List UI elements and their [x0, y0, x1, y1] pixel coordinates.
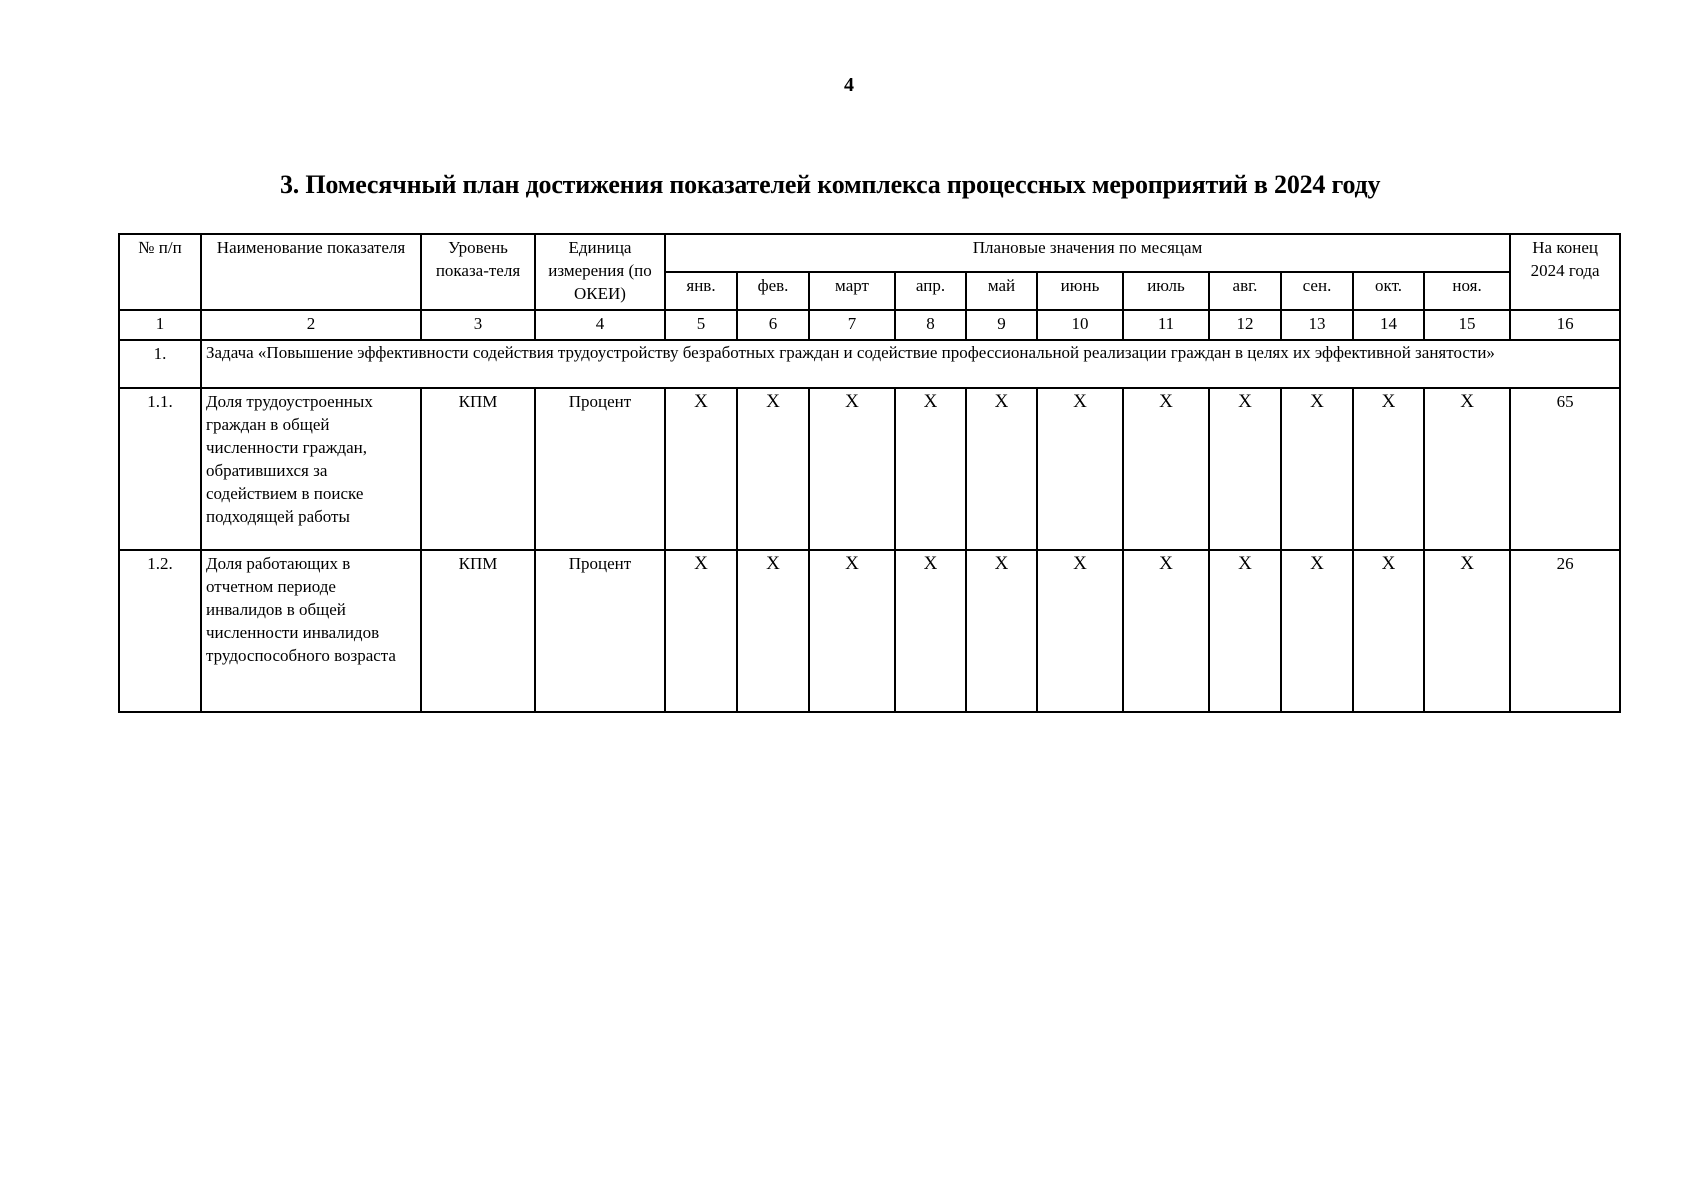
month-header: сен. — [1281, 272, 1353, 310]
month-value: X — [1353, 388, 1424, 550]
month-value: X — [1123, 388, 1209, 550]
column-number: 11 — [1123, 310, 1209, 340]
month-value: X — [895, 550, 966, 712]
column-number: 6 — [737, 310, 809, 340]
month-value: X — [895, 388, 966, 550]
month-value: X — [737, 388, 809, 550]
task-number: 1. — [119, 340, 201, 388]
indicator-name: Доля работающих в отчетном периоде инвалидов в общей численности инвалидов трудоспособного возраста — [201, 550, 421, 712]
column-number: 9 — [966, 310, 1037, 340]
table-row — [119, 388, 1620, 550]
column-number: 5 — [665, 310, 737, 340]
column-number: 4 — [535, 310, 665, 340]
month-value: X — [1123, 550, 1209, 712]
indicator-level: КПМ — [421, 550, 535, 712]
month-value: X — [1281, 550, 1353, 712]
month-value: X — [665, 388, 737, 550]
header-num: № п/п — [119, 234, 201, 310]
month-header: апр. — [895, 272, 966, 310]
column-number: 12 — [1209, 310, 1281, 340]
column-number: 8 — [895, 310, 966, 340]
month-value: X — [966, 550, 1037, 712]
month-value: X — [1424, 388, 1510, 550]
document-title: 3. Помесячный план достижения показателей комплекса процессных мероприятий в 2024 году — [280, 170, 1381, 199]
month-value: X — [1209, 550, 1281, 712]
month-header: фев. — [737, 272, 809, 310]
month-header: июнь — [1037, 272, 1123, 310]
column-number: 10 — [1037, 310, 1123, 340]
header-name: Наименование показателя — [201, 234, 421, 310]
month-header: янв. — [665, 272, 737, 310]
column-number: 2 — [201, 310, 421, 340]
indicator-unit: Процент — [535, 550, 665, 712]
monthly-plan-table — [118, 233, 1621, 713]
header-row — [119, 234, 1620, 272]
row-number: 1.1. — [119, 388, 201, 550]
month-header: март — [809, 272, 895, 310]
column-number: 1 — [119, 310, 201, 340]
month-header: авг. — [1209, 272, 1281, 310]
month-value: X — [809, 550, 895, 712]
month-value: X — [1037, 550, 1123, 712]
month-value: X — [1424, 550, 1510, 712]
year-end-value: 65 — [1510, 388, 1620, 550]
indicator-unit: Процент — [535, 388, 665, 550]
header-level: Уровень показа-теля — [421, 234, 535, 310]
header-year-end: На конец 2024 года — [1510, 234, 1620, 310]
month-value: X — [1209, 388, 1281, 550]
month-value: X — [665, 550, 737, 712]
month-header: ноя. — [1424, 272, 1510, 310]
indicator-name: Доля трудоустроенных граждан в общей численности граждан, обратившихся за содействием в поиске подходящей работы — [201, 388, 421, 550]
year-end-value: 26 — [1510, 550, 1620, 712]
month-value: X — [966, 388, 1037, 550]
column-number-row — [119, 310, 1620, 340]
month-value: X — [1037, 388, 1123, 550]
month-value: X — [1281, 388, 1353, 550]
month-value: X — [1353, 550, 1424, 712]
page-number: 4 — [844, 74, 854, 96]
column-number: 16 — [1510, 310, 1620, 340]
month-header: май — [966, 272, 1037, 310]
indicator-level: КПМ — [421, 388, 535, 550]
task-text: Задача «Повышение эффективности содействия трудоустройству безработных граждан и содействие профессиональной реализации граждан в целях их эффективной занятости» — [201, 340, 1620, 388]
column-number: 3 — [421, 310, 535, 340]
column-number: 15 — [1424, 310, 1510, 340]
column-number: 14 — [1353, 310, 1424, 340]
month-value: X — [737, 550, 809, 712]
header-monthly: Плановые значения по месяцам — [665, 234, 1510, 272]
task-row — [119, 340, 1620, 388]
month-header: окт. — [1353, 272, 1424, 310]
row-number: 1.2. — [119, 550, 201, 712]
month-header: июль — [1123, 272, 1209, 310]
month-value: X — [809, 388, 895, 550]
table-row — [119, 550, 1620, 712]
column-number: 13 — [1281, 310, 1353, 340]
header-unit: Единица измерения (по ОКЕИ) — [535, 234, 665, 310]
column-number: 7 — [809, 310, 895, 340]
